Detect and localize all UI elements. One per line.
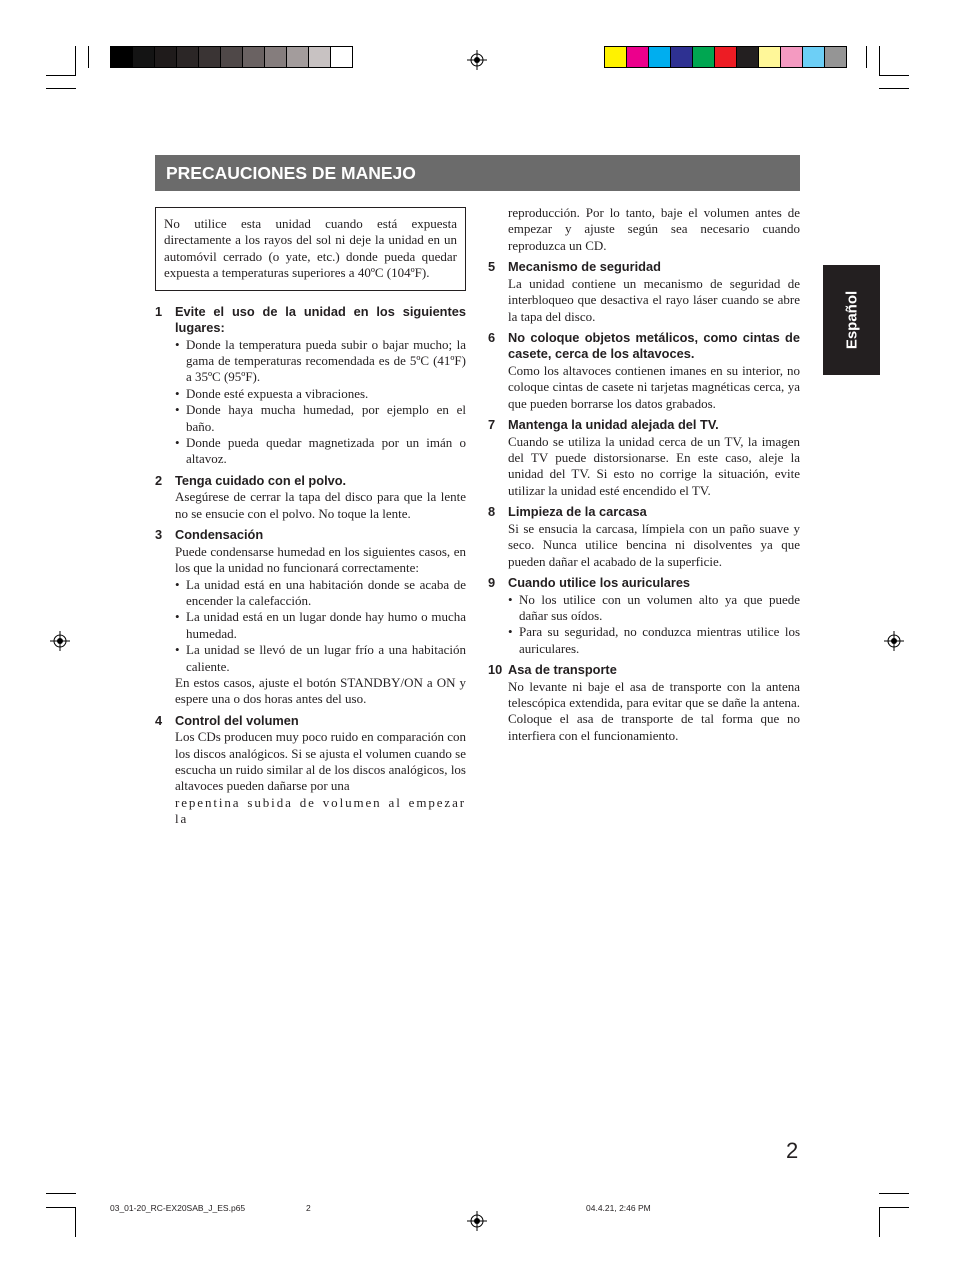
footer-filename: 03_01-20_RC-EX20SAB_J_ES.p65 [110, 1203, 246, 1213]
color-swatch [111, 47, 132, 67]
list-item: • Donde pueda quedar magnetizada por un imán o altavoz. [175, 435, 466, 467]
section-title: PRECAUCIONES DE MANEJO [155, 155, 800, 191]
color-swatch [802, 47, 824, 67]
registration-mark-icon [50, 631, 70, 651]
item-number: 3 [155, 527, 163, 543]
item-text-after: En estos casos, ajuste el botón STANDBY/ON a ON y espere una o dos horas antes del uso. [175, 674, 466, 707]
footer-page: 2 [306, 1203, 311, 1213]
item-text-last-line: repentina subida de volumen al empezar la [175, 794, 466, 827]
item-number: 8 [488, 504, 496, 520]
page-number: 2 [786, 1138, 799, 1163]
item-number: 6 [488, 329, 496, 345]
left-column [155, 207, 466, 833]
item-number: 9 [488, 575, 496, 590]
color-bar [604, 46, 847, 68]
color-swatch [670, 47, 692, 67]
list-item: • La unidad está en un lugar donde hay humo o mucha humedad. [175, 609, 466, 641]
list-item: • Donde la temperatura pueda subir o bajar mucho; la gama de temperaturas recomendada es de 5ºC (41ºF) a 35ºC (95ºF). [175, 336, 466, 385]
item-text: Asegúrese de cerrar la tapa del disco para que la lente no se ensucie con el polvo. No toque la lente. [175, 489, 466, 521]
color-swatch [286, 47, 308, 67]
item-2 [155, 473, 466, 522]
registration-mark-icon [467, 50, 487, 70]
list-item: • Donde esté expuesta a vibraciones. [175, 385, 369, 401]
continued-text: reproducción. Por lo tanto, baje el volumen antes de empezar y ajuste según sea necesario cuando reproduzca un CD. [508, 205, 800, 253]
item-text: Cuando se utiliza la unidad cerca de un TV, la imagen del TV puede distorsionarse. En este caso, aleje la unidad del TV. Si esto no corrige la situación, evite utilizar la unidad esté encendido el TV. [508, 433, 800, 498]
item-text: Puede condensarse humedad en los siguientes casos, en los que la unidad no funcionará correctamente: [175, 543, 466, 576]
item-1 [155, 304, 466, 468]
color-swatch [154, 47, 176, 67]
item-title: Control del volumen [175, 712, 299, 728]
item-number: 7 [488, 417, 496, 433]
item-5 [488, 259, 800, 325]
color-swatch [605, 47, 626, 67]
registration-mark-icon [884, 631, 904, 651]
item-title: Evite el uso de la unidad en los siguientes lugares: [175, 303, 466, 336]
color-swatch [176, 47, 198, 67]
registration-mark-icon [467, 1211, 487, 1231]
color-swatch [736, 47, 758, 67]
language-tab-label: Español [843, 290, 860, 350]
language-tab [823, 265, 880, 375]
color-swatch [626, 47, 648, 67]
color-swatch [714, 47, 736, 67]
list-item: • Para su seguridad, no conduzca mientras utilice los auriculares. [508, 624, 800, 656]
footer-timestamp: 04.4.21, 2:46 PM [586, 1203, 651, 1213]
item-text: No levante ni baje el asa de transporte con la antena telescópica extendida, para evitar que se dañe la antena. Coloque el asa de transporte de tal forma que no interfiera con el funcionamiento. [508, 678, 800, 743]
warning-box: No utilice esta unidad cuando está expuesta directamente a los rayos del sol ni deje la unidad en un automóvil cerrado (o yate, etc.) donde pueda quedar expuesta a temperaturas superiores a 40ºC (104ºF). [155, 207, 466, 291]
item-number: 4 [155, 712, 163, 728]
item-title: Limpieza de la carcasa [508, 504, 647, 520]
color-swatch [242, 47, 264, 67]
color-swatch [780, 47, 802, 67]
item-6 [488, 330, 800, 412]
item-text: Si se ensucia la carcasa, límpiela con un paño suave y seco. Nunca utilice bencina ni disolventes ya que pueden dañar el acabado de la superficie. [508, 520, 800, 569]
item-title: Asa de transporte [508, 662, 617, 678]
item-text: La unidad contiene un mecanismo de seguridad de interbloqueo que desactiva el rayo láser cuando se abre la tapa del disco. [508, 275, 800, 324]
list-item: • No los utilice con un volumen alto ya que puede dañar sus oídos. [508, 591, 800, 623]
item-title: Tenga cuidado con el polvo. [175, 472, 347, 488]
item-text: Los CDs producen muy poco ruido en comparación con los discos analógicos. Si se ajusta el volumen cuando se escucha un ruido similar al de los discos analógicos, los altavoces pueden dañarse por una [175, 729, 467, 794]
color-swatch [308, 47, 330, 67]
item-8 [488, 504, 800, 570]
item-9 [488, 575, 800, 657]
item-title: No coloque objetos metálicos, como cintas de casete, cerca de los altavoces. [508, 329, 800, 362]
list-item: • Donde haya mucha humedad, por ejemplo en el baño. [175, 402, 466, 434]
item-4 [155, 713, 466, 828]
color-swatch [220, 47, 242, 67]
right-column [488, 205, 800, 749]
item-title: Condensación [175, 527, 264, 543]
item-title: Cuando utilice los auriculares [508, 575, 691, 590]
item-number: 2 [155, 472, 163, 488]
item-number: 1 [155, 303, 163, 319]
item-7 [488, 417, 800, 499]
item-10 [488, 662, 800, 744]
item-title: Mantenga la unidad alejada del TV. [508, 417, 719, 433]
item-title: Mecanismo de seguridad [508, 259, 661, 275]
color-swatch [264, 47, 286, 67]
item-number: 10 [488, 662, 503, 678]
color-swatch [824, 47, 846, 67]
color-swatch [648, 47, 670, 67]
item-3 [155, 527, 466, 708]
list-item: • La unidad está en una habitación donde se acaba de encender la calefacción. [175, 576, 466, 608]
grayscale-bar [110, 46, 353, 68]
color-swatch [758, 47, 780, 67]
color-swatch [692, 47, 714, 67]
item-text: Como los altavoces contienen imanes en su interior, no coloque cintas de casete ni tarjetas magnéticas cerca, ya que pueden borrarse los datos grabados. [508, 362, 800, 411]
item-number: 5 [488, 259, 496, 275]
color-swatch [330, 47, 352, 67]
list-item: • La unidad se llevó de un lugar frío a una habitación caliente. [175, 642, 466, 674]
color-swatch [198, 47, 220, 67]
color-swatch [132, 47, 154, 67]
